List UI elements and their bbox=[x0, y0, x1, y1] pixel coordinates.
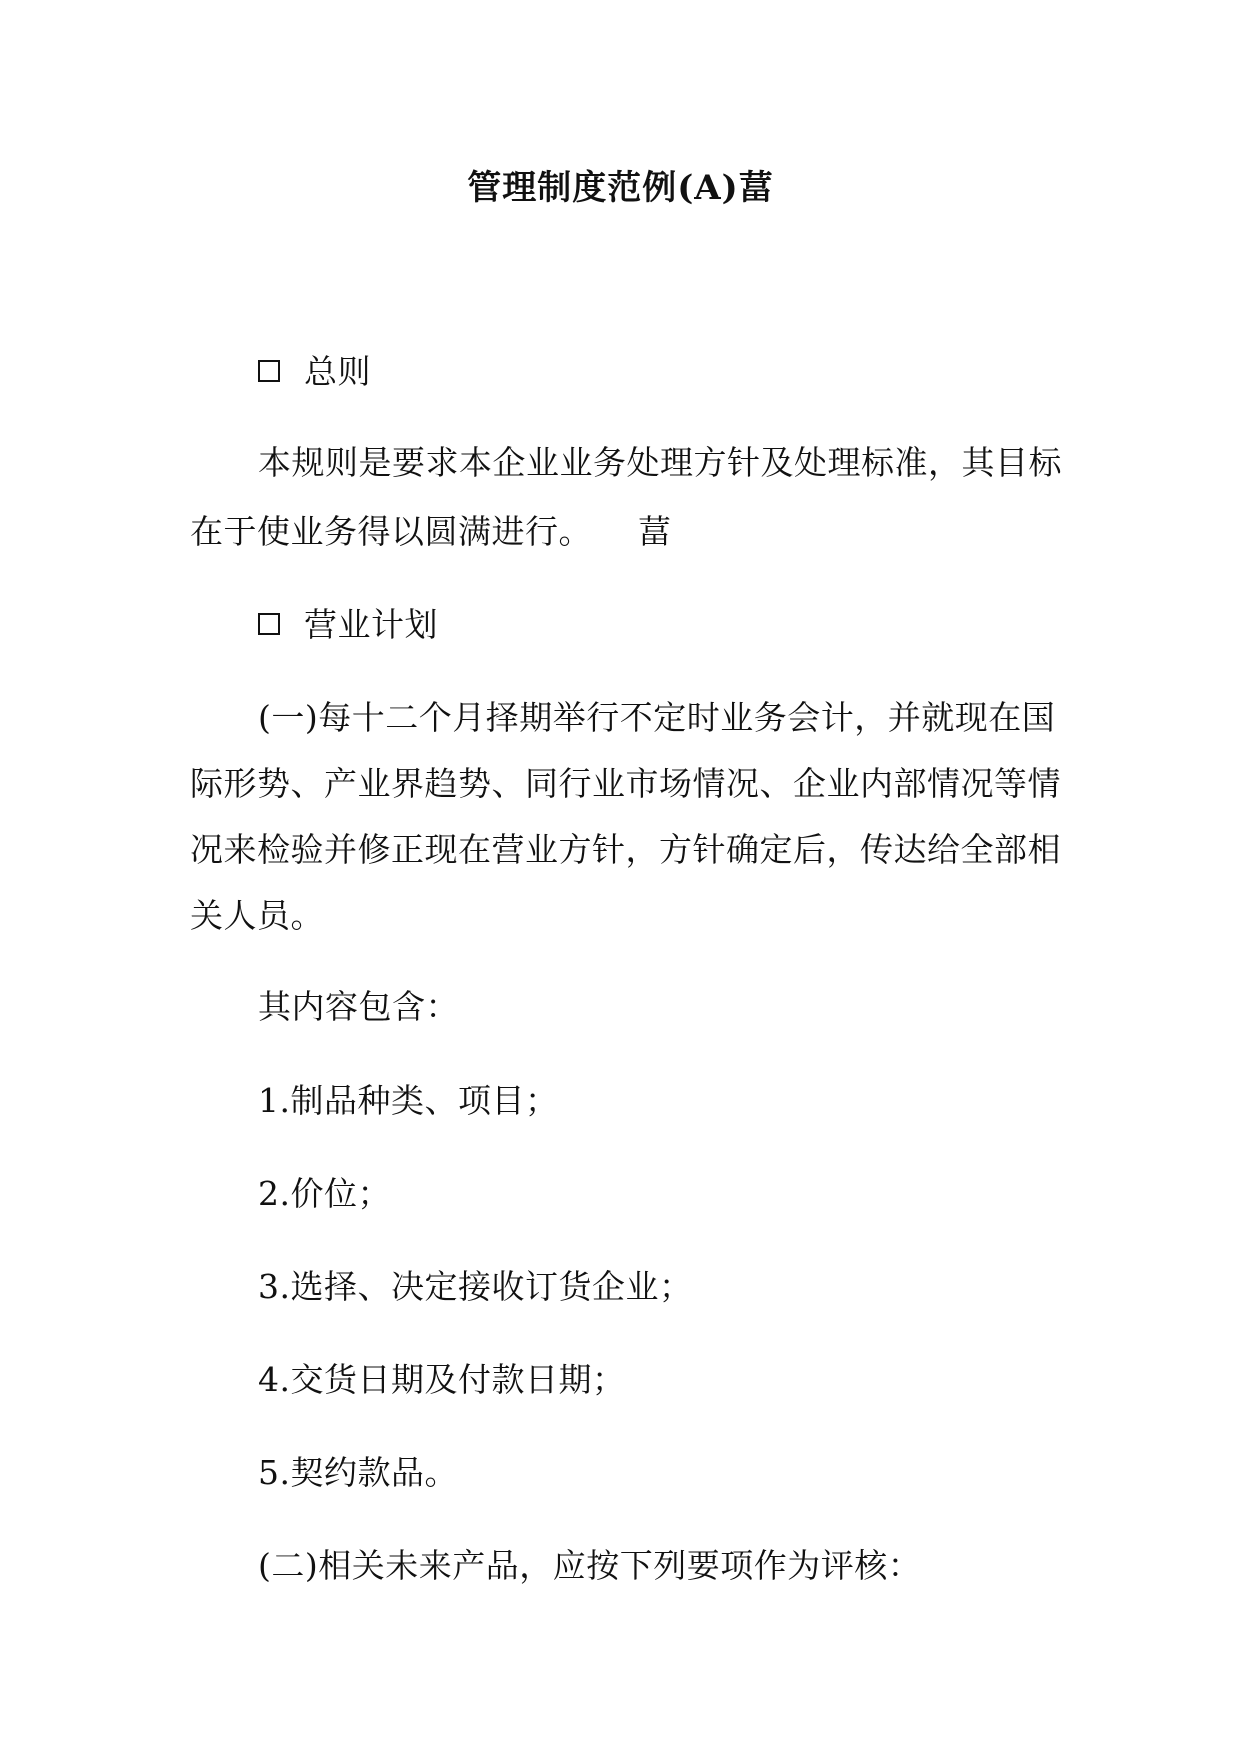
checkbox-icon bbox=[258, 360, 280, 382]
general-paragraph-line-2: 在于使业务得以圆满进行。 bbox=[190, 512, 592, 551]
item1-line-2: 际形势、产业界趋势、同行业市场情况、企业内部情况等情 bbox=[190, 764, 1061, 803]
checkbox-icon bbox=[258, 613, 280, 635]
section-heading-business-plan-text: 营业计划 bbox=[304, 605, 438, 644]
item2-line: (二)相关未来产品，应按下列要项作为评核： bbox=[258, 1546, 922, 1585]
trailing-mark: 葍 bbox=[638, 512, 671, 551]
section-heading-business-plan bbox=[258, 605, 438, 645]
document-title: 管理制度范例(A)葍 bbox=[467, 168, 774, 208]
list-item: 4.交货日期及付款日期； bbox=[258, 1360, 626, 1399]
list-item: 3.选择、决定接收订货企业； bbox=[258, 1267, 693, 1306]
list-item: 1.制品种类、项目； bbox=[258, 1081, 559, 1120]
list-item: 5.契约款品。 bbox=[258, 1453, 458, 1492]
item1-line-4: 关人员。 bbox=[190, 896, 324, 935]
list-item: 2.价位； bbox=[258, 1174, 391, 1213]
content-intro: 其内容包含： bbox=[258, 987, 459, 1026]
section-heading-general-text: 总则 bbox=[304, 352, 371, 391]
general-paragraph-line-1: 本规则是要求本企业业务处理方针及处理标准，其目标 bbox=[258, 443, 1062, 482]
item1-line-3: 况来检验并修正现在营业方针，方针确定后，传达给全部相 bbox=[190, 830, 1061, 869]
item1-line-1: (一)每十二个月择期举行不定时业务会计，并就现在国 bbox=[258, 698, 1056, 737]
section-heading-general bbox=[258, 352, 371, 392]
